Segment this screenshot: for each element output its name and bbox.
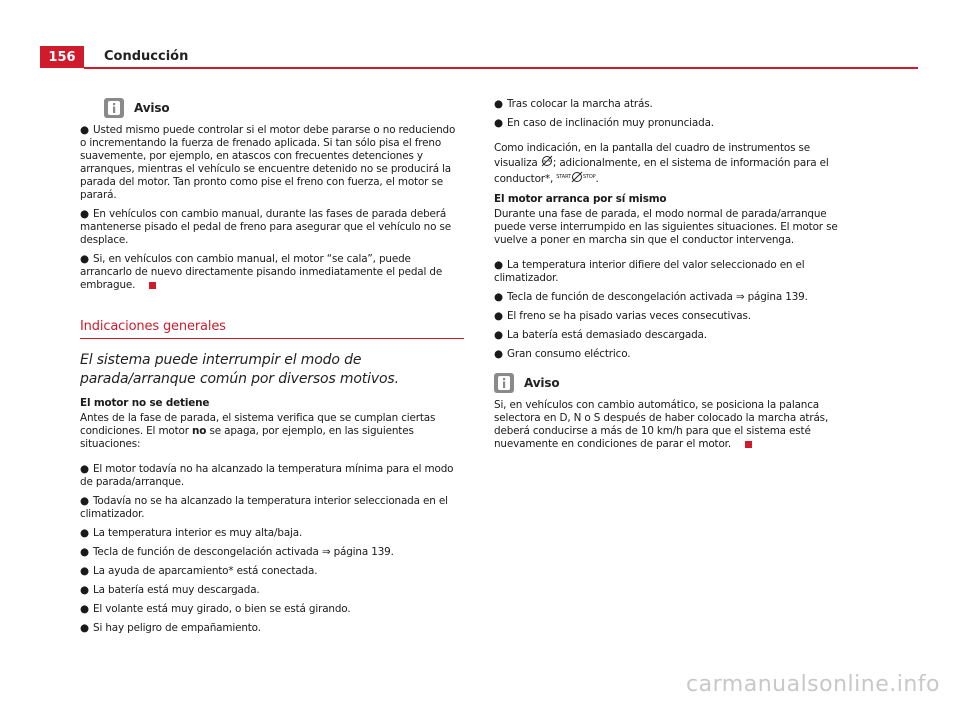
left-column (80, 98, 464, 641)
info-note-icon (104, 98, 124, 118)
section-heading: Indicaciones generales (80, 320, 464, 339)
list-item: ● La temperatura interior es muy alta/baja. (80, 527, 303, 539)
page-number: 156 (40, 46, 84, 68)
watermark: carmanualsonline.info (686, 672, 940, 697)
list-item: ● Tecla de función de descongelación activada ⇒ página 139. (494, 291, 808, 303)
list-item: ● En vehículos con cambio manual, durante las fases de parada deberá mantenerse pisado el pedal de freno para asegurar que el vehículo no se desplace. (80, 208, 451, 246)
list-item: ● Tras colocar la marcha atrás. (494, 98, 653, 110)
note-header (494, 373, 850, 393)
note-paragraph: Si, en vehículos con cambio automático, se posiciona la palanca selectora en D, N o S después de haber colocado la marcha atrás, deberá conducirse a más de 10 km/h para que el sistema esté nuevamente en condiciones de parar el motor. (494, 399, 829, 450)
list-item: ● La batería está demasiado descargada. (494, 329, 707, 341)
list-item: ● Todavía no se ha alcanzado la temperatura interior seleccionada en el climatizador. (80, 495, 448, 520)
end-mark-icon (149, 282, 156, 289)
list-item: ● Usted mismo puede controlar si el motor debe pararse o no reduciendo o incrementando la fuerza de frenado aplicada. Si tan sólo pisa el freno suavemente, por ejemplo, en atascos con frecuentes detenciones y arranques, mientras el vehículo se encuentre detenido no se producirá la parada del motor. Tan pronto como pise el freno con fuerza, el motor se parará. (80, 124, 456, 201)
list-item: ● Si, en vehículos con cambio manual, el motor “se cala”, puede arrancarlo de nuevo directamente pisando inmediatamente el pedal de embrague. (80, 253, 443, 291)
lead-text: El sistema puede interrumpir el modo de parada/arranque común por diversos motivos. (80, 352, 399, 387)
list-item: ● Tecla de función de descongelación activada ⇒ página 139. (80, 546, 394, 558)
note-title: Aviso (134, 100, 170, 115)
list-item: ● El freno se ha pisado varias veces consecutivas. (494, 310, 751, 322)
start-stop-symbol-icon (571, 171, 583, 187)
list-item: ● La ayuda de aparcamiento* está conectada. (80, 565, 318, 577)
start-label: START (556, 174, 571, 180)
stop-label: STOP (582, 174, 596, 180)
section-title: Conducción (104, 49, 189, 64)
list-item: ● En caso de inclinación muy pronunciada. (494, 117, 714, 129)
end-mark-icon (745, 441, 752, 448)
info-note-icon (494, 373, 514, 393)
note-title: Aviso (524, 375, 560, 390)
list-item: ● Si hay peligro de empañamiento. (80, 622, 261, 634)
start-stop-symbol-icon (541, 155, 553, 171)
list-item: ● El motor todavía no ha alcanzado la temperatura mínima para el modo de parada/arranque. (80, 463, 454, 488)
subheading: El motor arranca por sí mismo (494, 193, 667, 205)
list-item: ● La batería está muy descargada. (80, 584, 260, 596)
note-header (80, 98, 464, 118)
subheading: El motor no se detiene (80, 397, 210, 409)
right-column (494, 98, 850, 457)
list-item: ● Gran consumo eléctrico. (494, 348, 631, 360)
list-item: ● La temperatura interior difiere del valor seleccionado en el climatizador. (494, 259, 805, 284)
intro-paragraph: Durante una fase de parada, el modo normal de parada/arranque puede verse interrumpido en las siguientes situaciones. El motor se vuelve a poner en marcha sin que el conductor intervenga. (494, 208, 838, 246)
intro-paragraph: Antes de la fase de parada, el sistema verifica que se cumplan ciertas condiciones. El motor no se apaga, por ejemplo, en las siguientes situaciones: (80, 412, 436, 450)
header-rule (84, 67, 918, 69)
indication-paragraph: Como indicación, en la pantalla del cuadro de instrumentos se visualiza ; adicionalmente, en el sistema de información para el conductor*, $^{START}$ $^{STOP}$. (494, 142, 829, 185)
list-item: ● El volante está muy girado, o bien se está girando. (80, 603, 351, 615)
